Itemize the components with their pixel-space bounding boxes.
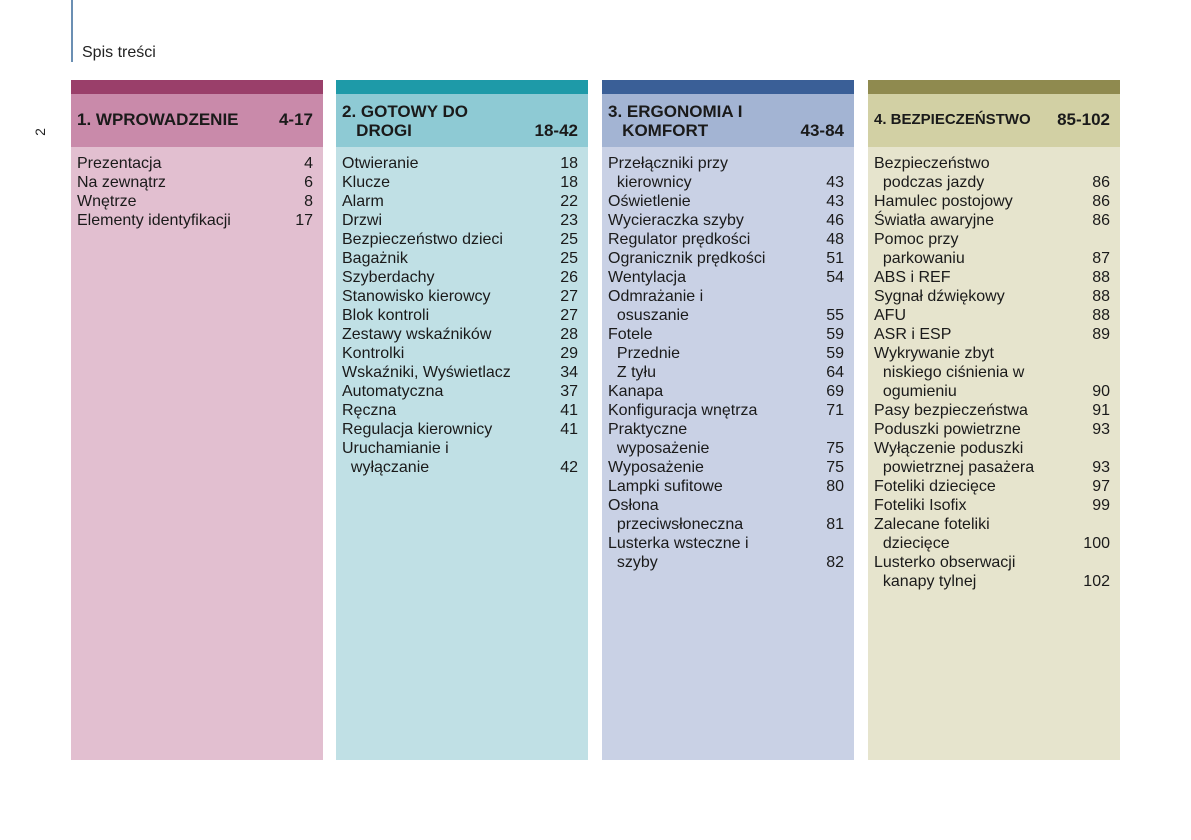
toc-entry-label: Odmrażanie i osuszanie — [608, 288, 704, 324]
toc-column-wprowadzenie — [71, 80, 323, 760]
toc-entry-page: 55 — [826, 307, 844, 324]
toc-entry[interactable] — [602, 154, 854, 192]
toc-entry-page: 6 — [304, 174, 313, 191]
toc-entry-page: 26 — [560, 269, 578, 286]
toc-column-bezpieczenstwo — [868, 80, 1120, 760]
toc-entry-label: Wykrywanie zbyt niskiego ciśnienia w ogumieniu — [874, 345, 1025, 400]
toc-entry-label: Regulator prędkości — [608, 231, 751, 248]
toc-entry-page: 4 — [304, 155, 313, 172]
toc-entry-label: Oświetlenie — [608, 193, 691, 210]
toc-entry-page: 25 — [560, 250, 578, 267]
section-entries — [71, 147, 323, 230]
section-page-range: 43-84 — [800, 121, 844, 140]
toc-entry-page: 46 — [826, 212, 844, 229]
toc-entry-label: Automatyczna — [342, 383, 444, 400]
toc-entry-page: 88 — [1092, 288, 1110, 305]
toc-entry[interactable] — [336, 363, 588, 382]
toc-entry-page: 102 — [1083, 573, 1110, 590]
toc-entry[interactable] — [868, 211, 1120, 230]
toc-entry[interactable] — [602, 420, 854, 458]
toc-entry[interactable] — [602, 382, 854, 401]
toc-entry-label: Otwieranie — [342, 155, 419, 172]
toc-entry-label: Wnętrze — [77, 193, 137, 210]
toc-entry[interactable] — [868, 401, 1120, 420]
toc-entry-label: Stanowisko kierowcy — [342, 288, 491, 305]
toc-entry-label: Ogranicznik prędkości — [608, 250, 766, 267]
section-title[interactable]: 1. WPROWADZENIE — [77, 110, 239, 129]
toc-entry[interactable] — [602, 496, 854, 534]
toc-entry-page: 22 — [560, 193, 578, 210]
toc-entry-page: 97 — [1092, 478, 1110, 495]
toc-entry-label: Pomoc przy parkowaniu — [874, 231, 965, 267]
toc-entry-page: 82 — [826, 554, 844, 571]
toc-entry-page: 86 — [1092, 174, 1110, 191]
toc-entry[interactable] — [336, 344, 588, 363]
toc-entry-label: Zestawy wskaźników — [342, 326, 492, 343]
toc-entry[interactable] — [336, 325, 588, 344]
toc-entry-label: Lampki sufitowe — [608, 478, 723, 495]
toc-entry[interactable] — [602, 458, 854, 477]
toc-entry-page: 28 — [560, 326, 578, 343]
section-entries — [602, 147, 854, 572]
toc-entry[interactable] — [602, 268, 854, 287]
toc-entry-label: Drzwi — [342, 212, 382, 229]
section-color-bar — [868, 80, 1120, 94]
toc-entry-label: Elementy identyfikacji — [77, 212, 231, 229]
toc-entry[interactable] — [336, 154, 588, 173]
toc-entry-label: Na zewnątrz — [77, 174, 166, 191]
toc-entry-page: 93 — [1092, 421, 1110, 438]
section-page-range: 4-17 — [278, 110, 313, 129]
toc-entry-page: 99 — [1092, 497, 1110, 514]
toc-entry[interactable] — [868, 154, 1120, 192]
toc-entry[interactable] — [336, 230, 588, 249]
toc-entry[interactable] — [602, 363, 854, 382]
toc-entry-page: 34 — [560, 364, 578, 381]
toc-entry-page: 86 — [1092, 212, 1110, 229]
toc-entry-label: ABS i REF — [874, 269, 951, 286]
toc-entry-label: Fotele — [608, 326, 653, 343]
toc-entry[interactable] — [868, 230, 1120, 268]
toc-entry[interactable] — [868, 477, 1120, 496]
toc-entry-page: 18 — [560, 174, 578, 191]
toc-entry-page: 90 — [1092, 383, 1110, 400]
section-entries — [868, 147, 1120, 591]
toc-entry-page: 23 — [560, 212, 578, 229]
toc-entry-label: Osłona przeciwsłoneczna — [608, 497, 744, 533]
toc-entry[interactable] — [602, 344, 854, 363]
section-header — [868, 94, 1120, 147]
toc-entry[interactable] — [868, 268, 1120, 287]
toc-entry[interactable] — [868, 420, 1120, 439]
toc-entry-page: 59 — [826, 326, 844, 343]
toc-entry-page: 37 — [560, 383, 578, 400]
toc-entry-label: Hamulec postojowy — [874, 193, 1013, 210]
toc-entry-label: Prezentacja — [77, 155, 162, 172]
toc-entry-page: 43 — [826, 174, 844, 191]
section-header — [602, 94, 854, 147]
toc-entry-page: 59 — [826, 345, 844, 362]
toc-entry-page: 64 — [826, 364, 844, 381]
toc-entry[interactable] — [336, 287, 588, 306]
toc-entry-label: Zalecane foteliki dziecięce — [874, 516, 990, 552]
toc-entry-page: 27 — [560, 288, 578, 305]
toc-entry-page: 41 — [560, 421, 578, 438]
toc-entry-label: ASR i ESP — [874, 326, 952, 343]
toc-entry-label: Konfiguracja wnętrza — [608, 402, 758, 419]
toc-entry[interactable] — [602, 401, 854, 420]
toc-entry-label: Wyposażenie — [608, 459, 704, 476]
toc-entry-page: 25 — [560, 231, 578, 248]
toc-entry-page: 51 — [826, 250, 844, 267]
toc-entry-page: 42 — [560, 459, 578, 476]
toc-entry-page: 8 — [304, 193, 313, 210]
toc-entry-label: Klucze — [342, 174, 391, 191]
toc-entry[interactable] — [602, 192, 854, 211]
toc-entry-page: 17 — [295, 212, 313, 229]
toc-entry-label: Światła awaryjne — [874, 212, 995, 229]
section-color-bar — [336, 80, 588, 94]
toc-entry[interactable] — [602, 287, 854, 325]
toc-entry[interactable] — [336, 192, 588, 211]
toc-entry[interactable] — [336, 173, 588, 192]
toc-entry-label: Pasy bezpieczeństwa — [874, 402, 1028, 419]
toc-entry-label: Wycieraczka szyby — [608, 212, 744, 229]
toc-entry-page: 93 — [1092, 459, 1110, 476]
toc-entry-label: Szyberdachy — [342, 269, 435, 286]
toc-entry[interactable] — [602, 534, 854, 572]
toc-entry[interactable] — [71, 192, 323, 211]
toc-entry-page: 54 — [826, 269, 844, 286]
toc-entry-label: Z tyłu — [608, 364, 657, 381]
toc-entry-label: Foteliki dziecięce — [874, 478, 996, 495]
toc-column-ergonomia-i-komfort — [602, 80, 854, 760]
toc-entry-label: Lusterko obserwacji kanapy tylnej — [874, 554, 1016, 590]
section-page-range: 85-102 — [1057, 110, 1110, 129]
toc-entry-page: 43 — [826, 193, 844, 210]
toc-entry-page: 41 — [560, 402, 578, 419]
toc-entry-page: 18 — [560, 155, 578, 172]
toc-entry-label: Przełączniki przy kierownicy — [608, 155, 729, 191]
toc-entry[interactable] — [868, 325, 1120, 344]
toc-entry-label: Bezpieczeństwo podczas jazdy — [874, 155, 990, 191]
toc-entry-page: 81 — [826, 516, 844, 533]
toc-entry-page: 69 — [826, 383, 844, 400]
section-title[interactable]: 2. GOTOWY DO DROGI — [342, 102, 468, 140]
toc-entry[interactable] — [336, 401, 588, 420]
toc-entry-label: Przednie — [608, 345, 681, 362]
toc-entry-page: 86 — [1092, 193, 1110, 210]
page-number: 2 — [31, 128, 48, 136]
toc-entry[interactable] — [71, 154, 323, 173]
toc-entry-label: Sygnał dźwiękowy — [874, 288, 1005, 305]
section-header — [336, 94, 588, 147]
toc-entry[interactable] — [71, 211, 323, 230]
toc-entry-label: Bagażnik — [342, 250, 408, 267]
toc-entry[interactable] — [868, 287, 1120, 306]
toc-entry-page: 100 — [1083, 535, 1110, 552]
section-color-bar — [71, 80, 323, 94]
toc-entry[interactable] — [71, 173, 323, 192]
toc-entry[interactable] — [602, 249, 854, 268]
toc-entry-page: 75 — [826, 459, 844, 476]
toc-entry[interactable] — [336, 306, 588, 325]
header-rule — [71, 0, 73, 62]
toc-entry-label: Regulacja kierownicy — [342, 421, 493, 438]
toc-entry-page: 80 — [826, 478, 844, 495]
section-title[interactable]: 4. BEZPIECZEŃSTWO — [874, 111, 1031, 128]
toc-entry[interactable] — [868, 306, 1120, 325]
toc-entry-page: 48 — [826, 231, 844, 248]
section-title[interactable]: 3. ERGONOMIA I KOMFORT — [608, 102, 743, 140]
toc-entry[interactable] — [868, 344, 1120, 401]
toc-entry[interactable] — [602, 211, 854, 230]
toc-entry-label: Bezpieczeństwo dzieci — [342, 231, 503, 248]
page-title: Spis treści — [82, 44, 156, 61]
toc-entry[interactable] — [602, 325, 854, 344]
toc-entry-label: Wskaźniki, Wyświetlacz — [342, 364, 511, 381]
toc-entry[interactable] — [336, 211, 588, 230]
toc-entry[interactable] — [868, 553, 1120, 591]
toc-entry-label: Kanapa — [608, 383, 664, 400]
toc-entry-page: 89 — [1092, 326, 1110, 343]
section-page-range: 18-42 — [534, 121, 578, 140]
toc-entry-label: Lusterka wsteczne i szyby — [608, 535, 749, 571]
toc-entry[interactable] — [602, 230, 854, 249]
toc-entry-page: 71 — [826, 402, 844, 419]
toc-entry-label: Uruchamianie i wyłączanie — [342, 440, 449, 476]
section-color-bar — [602, 80, 854, 94]
toc-entry[interactable] — [336, 420, 588, 439]
section-entries — [336, 147, 588, 477]
toc-entry[interactable] — [336, 249, 588, 268]
toc-entry[interactable] — [336, 439, 588, 477]
toc-entry-label: Kontrolki — [342, 345, 405, 362]
toc-entry-label: Blok kontroli — [342, 307, 430, 324]
toc-entry-page: 27 — [560, 307, 578, 324]
toc-entry-label: Alarm — [342, 193, 384, 210]
toc-entry[interactable] — [868, 439, 1120, 477]
toc-entry-label: Poduszki powietrzne — [874, 421, 1021, 438]
toc-entry-page: 75 — [826, 440, 844, 457]
toc-entry-label: Praktyczne wyposażenie — [608, 421, 710, 457]
toc-entry[interactable] — [336, 382, 588, 401]
toc-entry[interactable] — [868, 515, 1120, 553]
toc-entry[interactable] — [868, 192, 1120, 211]
toc-entry-label: Wentylacja — [608, 269, 686, 286]
toc-entry-page: 87 — [1092, 250, 1110, 267]
toc-entry-label: Foteliki Isofix — [874, 497, 967, 514]
toc-entry[interactable] — [336, 268, 588, 287]
toc-entry[interactable] — [602, 477, 854, 496]
toc-entry-page: 88 — [1092, 307, 1110, 324]
toc-entry-label: AFU — [874, 307, 906, 324]
toc-entry-label: Ręczna — [342, 402, 397, 419]
toc-entry-page: 91 — [1092, 402, 1110, 419]
toc-entry-label: Wyłączenie poduszki powietrznej pasażera — [874, 440, 1035, 476]
toc-entry-page: 29 — [560, 345, 578, 362]
section-header — [71, 94, 323, 147]
toc-entry-page: 88 — [1092, 269, 1110, 286]
toc-entry[interactable] — [868, 496, 1120, 515]
toc-column-gotowy-do-drogi — [336, 80, 588, 760]
